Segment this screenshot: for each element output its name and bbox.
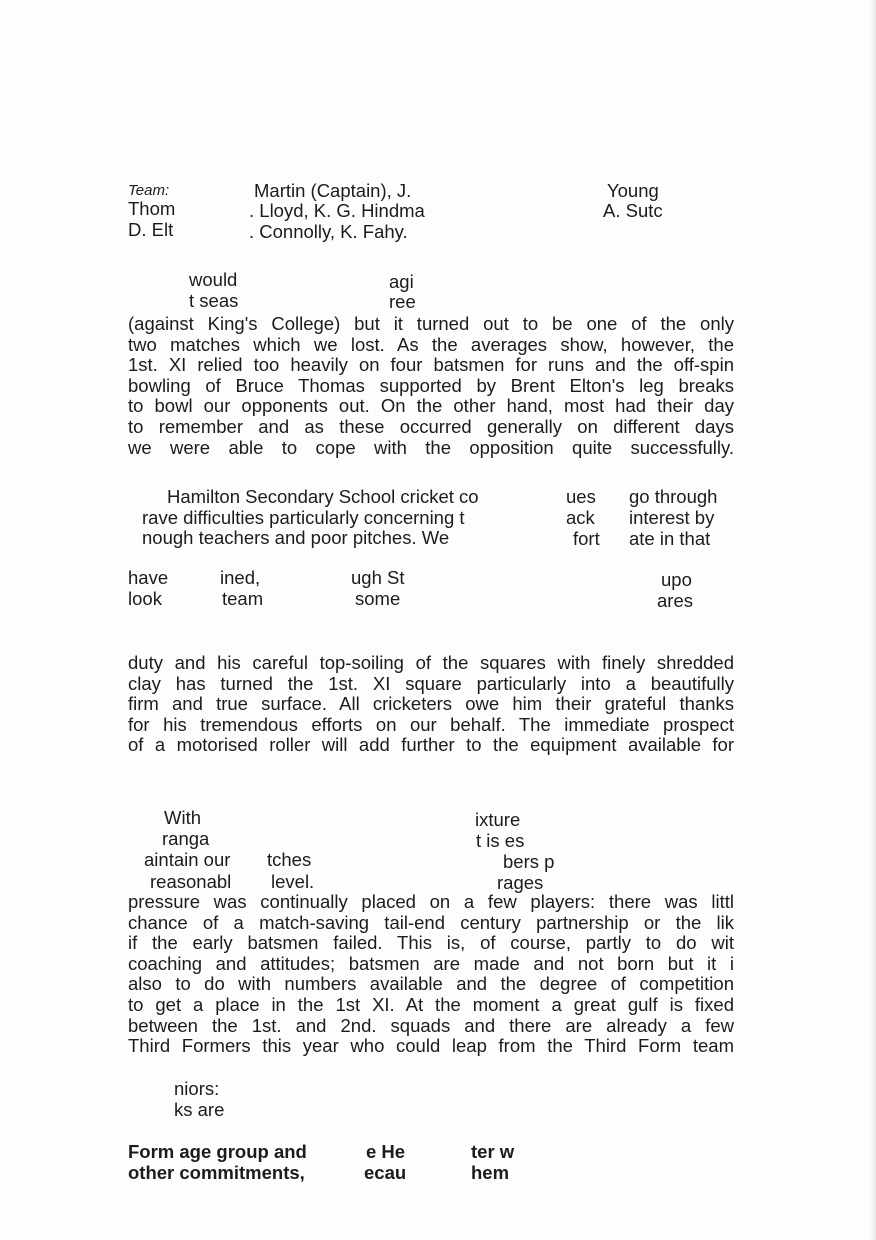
team-col1-line2: D. Elt xyxy=(128,219,174,240)
fragment-5-c3-line2: hem xyxy=(471,1162,510,1183)
fragment-3-c3-line4: rages xyxy=(497,872,544,893)
fragment-1b-line2: ree xyxy=(389,291,416,312)
fragment-2-c2-line1: ined, xyxy=(220,567,261,588)
fragment-2-c1-line1: have xyxy=(128,567,169,588)
fragment-1b-line1: agi xyxy=(389,271,414,292)
team-col1-line1: Thom xyxy=(128,198,176,219)
paragraph-2-mid-line1: ues xyxy=(566,486,596,507)
paragraph-3 xyxy=(128,653,734,756)
fragment-3-c1-line4: reasonabl xyxy=(150,871,232,892)
page-edge-shadow xyxy=(870,0,876,1240)
fragment-3-c3-line3: bers p xyxy=(503,851,555,872)
fragment-3-c3-line1: ixture xyxy=(475,809,521,830)
paragraph-3-line: clay has turned the 1st. XI square particularly into a beautifully xyxy=(128,672,734,694)
paragraph-4-line: if the early batsmen failed. This is, of course, partly to do wit xyxy=(128,932,734,954)
paragraph-3-line: for his tremendous efforts on our behalf. The immediate prospect xyxy=(128,713,734,735)
fragment-1a-line1: would xyxy=(189,269,238,290)
fragment-4-line1: niors: xyxy=(174,1078,220,1099)
paragraph-1-line: 1st. XI relied too heavily on four batsmen for runs and the off-spin xyxy=(128,354,734,376)
fragment-5-c2-line1: e He xyxy=(366,1141,406,1162)
paragraph-1-line: to bowl our opponents out. On the other hand, most had their day xyxy=(128,395,734,417)
paragraph-1-line: bowling of Bruce Thomas supported by Brent Elton's leg breaks xyxy=(128,374,734,396)
fragment-2-c3-line1: ugh St xyxy=(351,567,405,588)
paragraph-4-line: between the 1st. and 2nd. squads and there are already a few xyxy=(128,1014,734,1036)
team-col2-line2: . Lloyd, K. G. Hindma xyxy=(249,200,425,221)
team-col3-line2: A. Sutc xyxy=(603,200,663,221)
team-col2-line1: Martin (Captain), J. xyxy=(254,180,412,201)
paragraph-4-line: chance of a match-saving tail-end century partnership or the lik xyxy=(128,911,734,933)
paragraph-1-line: (against King's College) but it turned out to be one of the only xyxy=(128,313,734,334)
paragraph-1 xyxy=(128,314,734,458)
paragraph-4-line: also to do with numbers available and the degree of competition xyxy=(128,973,734,995)
fragment-3-c2-line1: tches xyxy=(267,849,312,870)
paragraph-2-left-line3: nough teachers and poor pitches. We xyxy=(142,527,450,548)
paragraph-4-line: to get a place in the 1st XI. At the moment a great gulf is fixed xyxy=(128,993,734,1015)
paragraph-3-line: of a motorised roller will add further to the equipment available for xyxy=(128,734,734,756)
fragment-5-c1-line1: Form age group and xyxy=(128,1141,307,1162)
fragment-2-c1-line2: look xyxy=(128,588,162,609)
paragraph-4-line: pressure was continually placed on a few players: there was littl xyxy=(128,891,734,912)
fragment-5-c1-line2: other commitments, xyxy=(128,1162,305,1183)
fragment-3-c1-line2: ranga xyxy=(162,828,210,849)
team-label: Team: xyxy=(128,182,170,199)
paragraph-4-line: coaching and attitudes; batsmen are made and not born but it i xyxy=(128,952,734,974)
fragment-3-c1-line3: aintain our xyxy=(144,849,231,870)
paragraph-1-line: to remember and as these occurred generally on different days xyxy=(128,415,734,437)
team-col2-line3: . Connolly, K. Fahy. xyxy=(249,221,408,242)
fragment-5-c2-line2: ecau xyxy=(364,1162,407,1183)
fragment-2-c2-line2: team xyxy=(222,588,264,609)
fragment-3-c2-line2: level. xyxy=(271,871,315,892)
paragraph-2-mid-line2: ack xyxy=(566,507,595,528)
fragment-5-c3-line1: ter w xyxy=(471,1141,515,1162)
paragraph-4 xyxy=(128,892,734,1057)
paragraph-1-line: two matches which we lost. As the averages show, however, the xyxy=(128,333,734,355)
paragraph-2-mid-line3: fort xyxy=(573,528,600,549)
paragraph-2-left-line1: Hamilton Secondary School cricket co xyxy=(167,486,479,507)
fragment-2-c3-line2: some xyxy=(355,588,401,609)
fragment-2-c4-line1: upo xyxy=(661,569,692,590)
paragraph-2-right-line2: interest by xyxy=(629,507,715,528)
fragment-3-c1-line1: With xyxy=(164,807,201,828)
team-col3-line1: Young xyxy=(607,180,659,201)
paragraph-1-line: we were able to cope with the opposition quite successfully. xyxy=(128,436,734,458)
paragraph-3-line: firm and true surface. All cricketers owe him their grateful thanks xyxy=(128,693,734,715)
paragraph-3-line: duty and his careful top-soiling of the squares with finely shredded xyxy=(128,652,734,673)
fragment-1a-line2: t seas xyxy=(189,290,239,311)
paragraph-4-line: Third Formers this year who could leap from the Third Form team xyxy=(128,1035,734,1057)
fragment-2-c4-line2: ares xyxy=(657,590,693,611)
fragment-3-c3-line2: t is es xyxy=(476,830,525,851)
paragraph-2-right-line3: ate in that xyxy=(629,528,711,549)
paragraph-2-left-line2: rave difficulties particularly concerning t xyxy=(142,507,465,528)
paragraph-2-right-line1: go through xyxy=(629,486,718,507)
fragment-4-line2: ks are xyxy=(174,1099,225,1120)
